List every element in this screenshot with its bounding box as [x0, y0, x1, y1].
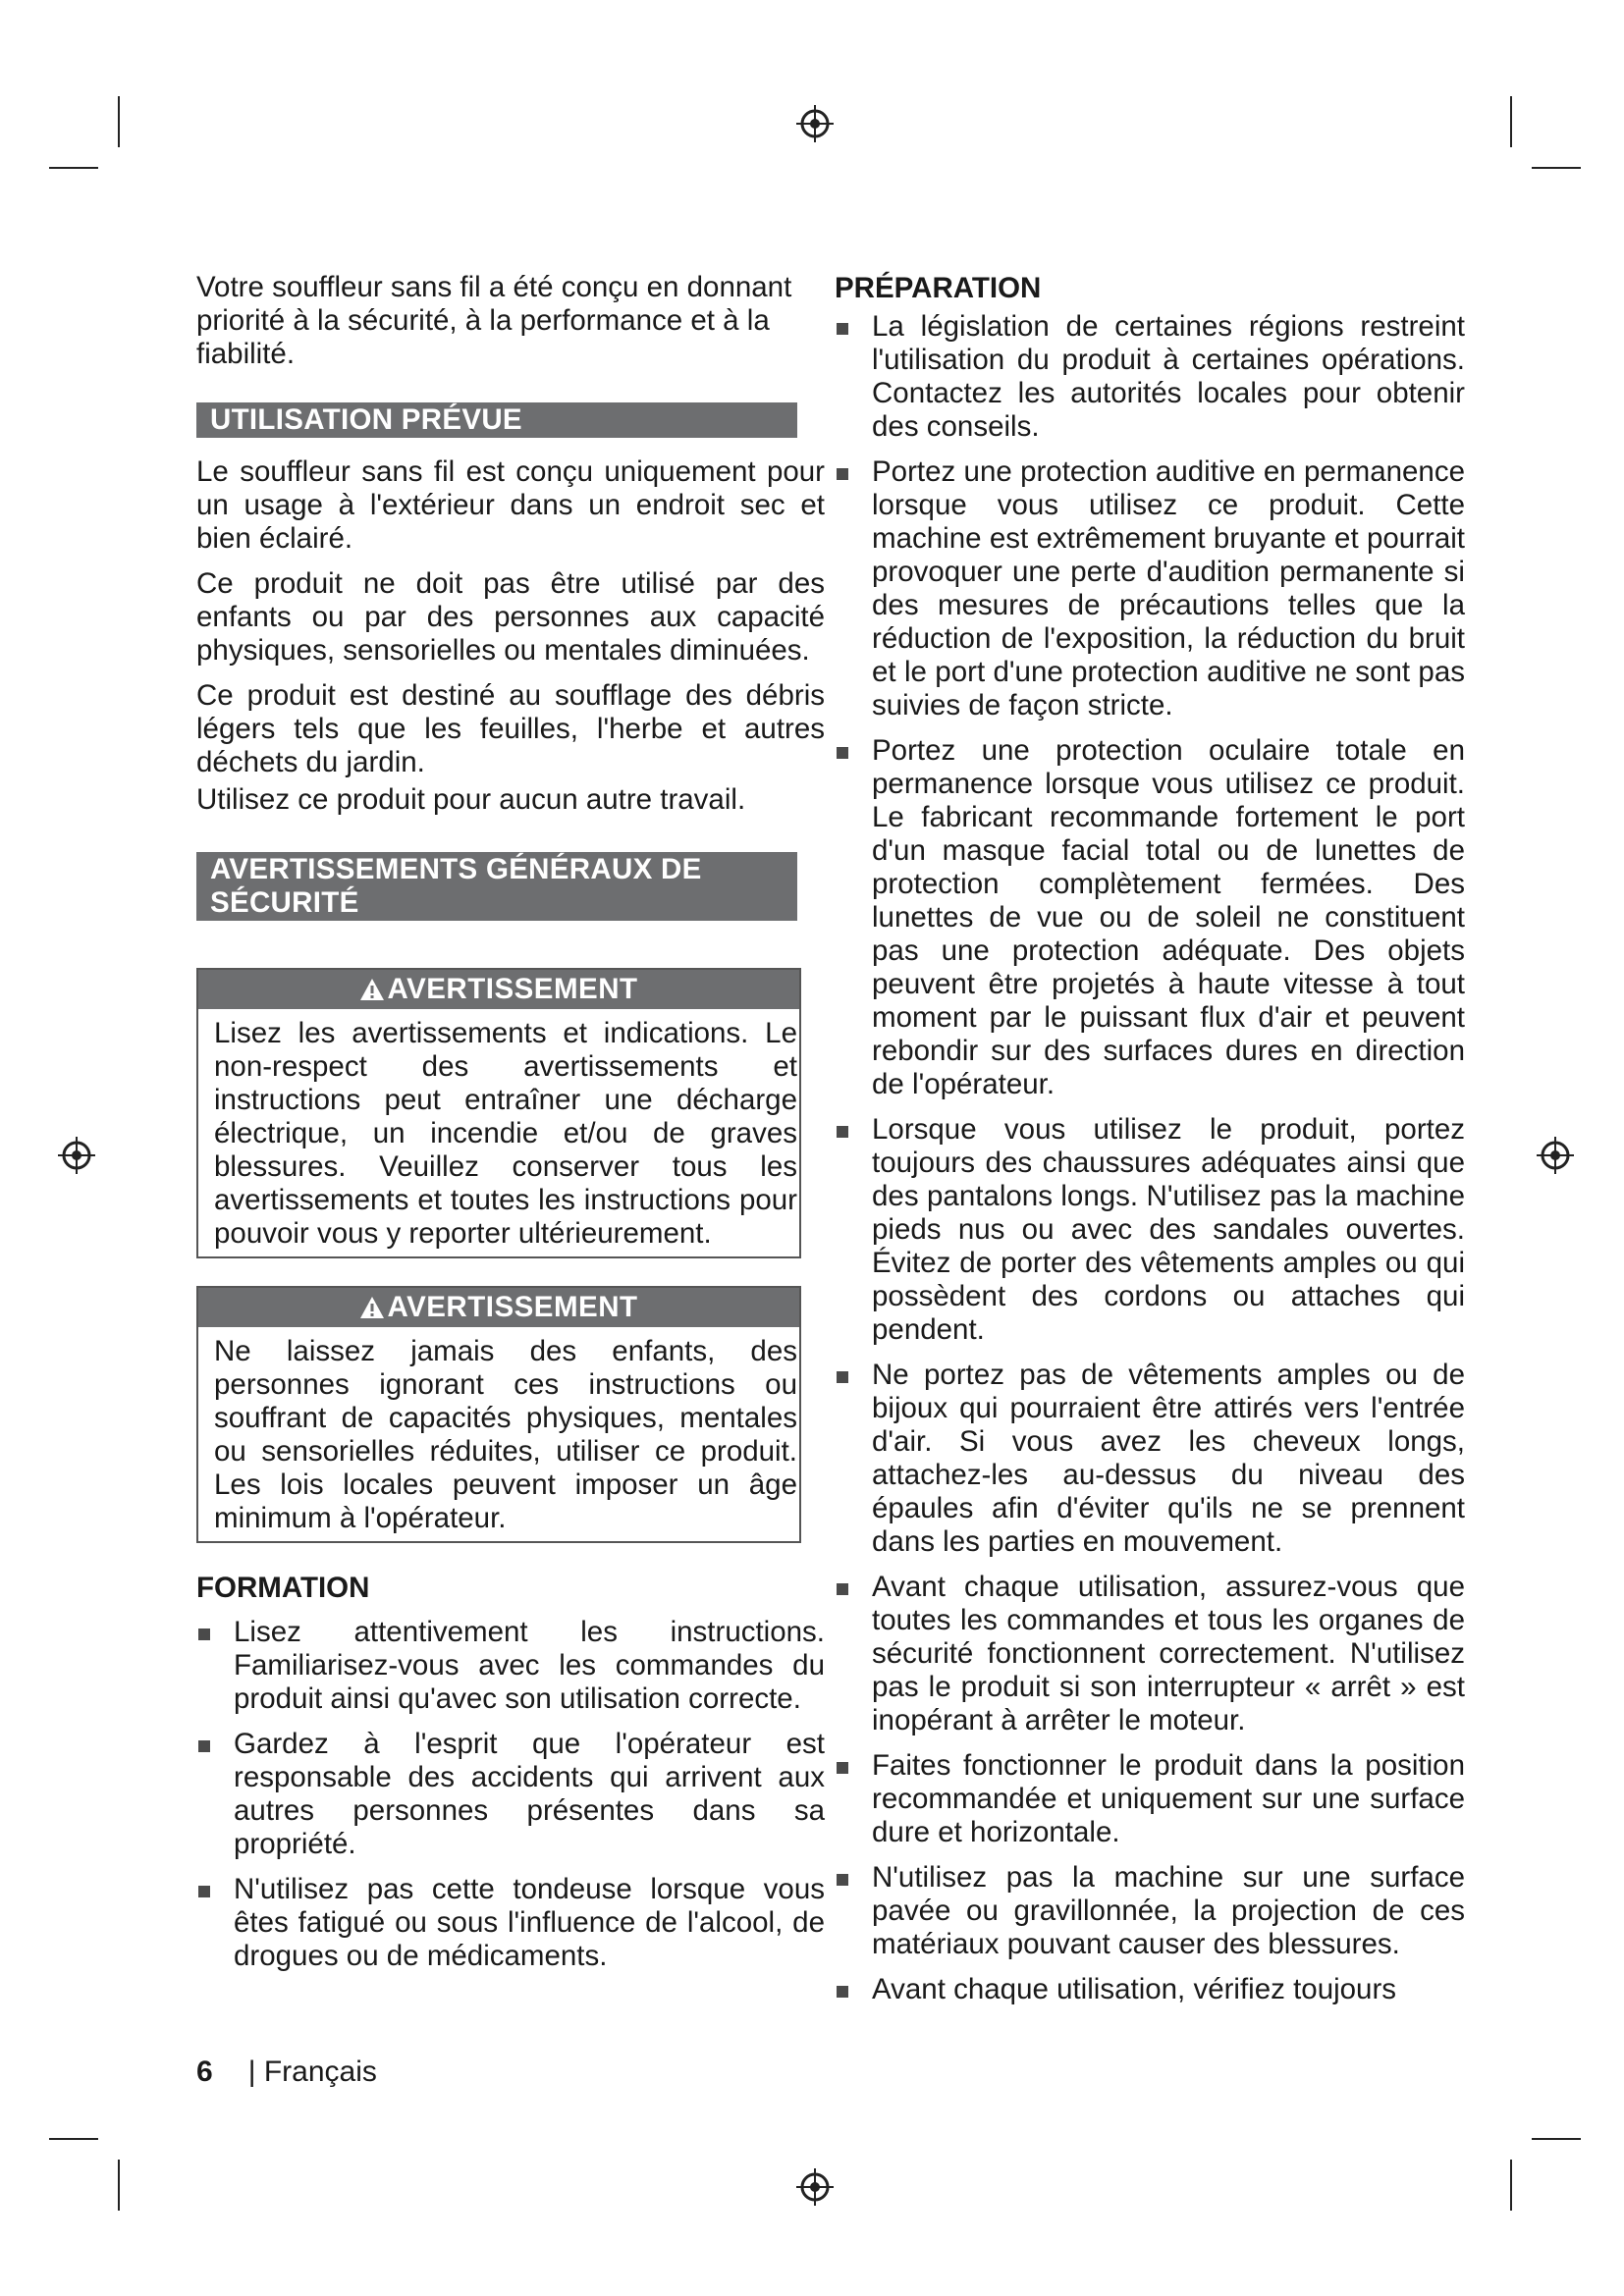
bullet-square-icon [837, 1371, 848, 1383]
bullet-square-icon [837, 468, 848, 480]
section-title-avertissements: AVERTISSEMENTS GÉNÉRAUX DE SÉCURITÉ [196, 852, 797, 921]
paragraph: Ce produit est destiné au soufflage des débris légers tels que les feuilles, l'herbe et autres déchets du jardin. [196, 679, 825, 778]
warning-text: Ne laissez jamais des enfants, des personnes ignorant ces instructions ou souffrant de capacités physiques, mentales ou sensorielles réduites, utiliser ce produit. Les lois locales peuvent imposer un âge minimum à l'opérateur. [214, 1335, 797, 1534]
registration-mark-icon [55, 1134, 98, 1177]
list-item: Ne portez pas de vêtements amples ou de bijoux qui pourraient être attirés vers l'entrée d'air. Si vous avez les cheveux longs, attachez-les au-dessus du niveau des épaules afin d'éviter qu'ils ne se prennent dans les parties en mouvement. [835, 1359, 1465, 1559]
list-item: Gardez à l'esprit que l'opérateur est responsable des accidents qui arrivent aux autres personnes présentes dans sa propriété. [196, 1728, 825, 1861]
footer-separator: | [247, 2056, 256, 2088]
warning-triangle-icon [359, 1296, 385, 1319]
bullet-square-icon [837, 1762, 848, 1774]
bullet-square-icon [837, 1126, 848, 1138]
section-title-utilisation: UTILISATION PRÉVUE [196, 402, 797, 438]
preparation-list [835, 310, 1465, 2006]
paragraph: Le souffleur sans fil est conçu uniquement pour un usage à l'extérieur dans un endroit sec et bien éclairé. [196, 455, 825, 555]
page-footer [196, 2056, 377, 2089]
formation-list [196, 1616, 825, 1973]
subsection-title-preparation: PRÉPARATION [835, 272, 1042, 304]
list-item: N'utilisez pas la machine sur une surface pavée ou gravillonnée, la projection de ces matériaux pouvant causer des blessures. [835, 1861, 1465, 1961]
registration-mark-icon [793, 102, 837, 145]
paragraph: Ce produit ne doit pas être utilisé par des enfants ou par des personnes aux capacité physiques, sensorielles ou mentales diminuées. [196, 567, 825, 667]
list-item: Lorsque vous utilisez le produit, portez toujours des chaussures adéquates ainsi que des pantalons longs. N'utilisez pas la machine pieds nus ou avec des sandales ouvertes. Évitez de porter des vêtements amples ou qui possèdent des cordons ou attaches qui pendent. [835, 1113, 1465, 1347]
list-item: La législation de certaines régions restreint l'utilisation du produit à certaines opérations. Contactez les autorités locales pour obtenir des conseils. [835, 310, 1465, 444]
intro-paragraph: Votre souffleur sans fil a été conçu en donnant priorité à la sécurité, à la performance et à la fiabilité. [196, 271, 792, 370]
bullet-square-icon [198, 1629, 210, 1640]
paragraph: Utilisez ce produit pour aucun autre travail. [196, 783, 746, 816]
bullet-square-icon [198, 1740, 210, 1752]
crop-mark [118, 96, 120, 147]
warning-header [198, 970, 799, 1009]
list-item: Portez une protection oculaire totale en permanence lorsque vous utilisez ce produit. Le fabricant recommande fortement le port d'un masque facial total ou de lunettes de protection complètement fermées. Des lunettes de vue ou de soleil ne constituent pas une protection adéquate. Des objets peuvent être projetés à haute vitesse à tout moment par le puissant flux d'air et peuvent rebondir sur des surfaces dures en direction de l'opérateur. [835, 734, 1465, 1101]
list-item: Faites fonctionner le produit dans la position recommandée et uniquement sur une surface dure et horizontale. [835, 1749, 1465, 1849]
warning-box [196, 1286, 801, 1543]
bullet-square-icon [837, 1986, 848, 1998]
crop-mark [1532, 167, 1581, 169]
list-item: Avant chaque utilisation, assurez-vous que toutes les commandes et tous les organes de sécurité fonctionnent correctement. N'utilisez pas le produit si son interrupteur « arrêt » est inopérant à arrêter le moteur. [835, 1571, 1465, 1737]
registration-mark-icon [793, 2165, 837, 2209]
bullet-square-icon [837, 747, 848, 759]
crop-mark [49, 2138, 98, 2140]
crop-mark [49, 167, 98, 169]
right-column [835, 271, 1465, 2018]
bullet-square-icon [837, 1874, 848, 1886]
page-number: 6 [196, 2056, 213, 2088]
bullet-square-icon [198, 1886, 210, 1897]
warning-triangle-icon [359, 978, 385, 1001]
footer-language: Français [263, 2056, 377, 2088]
list-item: Portez une protection auditive en permanence lorsque vous utilisez ce produit. Cette machine est extrêmement bruyante et pourrait provoquer une perte d'audition permanente si des mesures de précautions telles que la réduction de l'exposition, la réduction du bruit et le port d'une protection auditive ne sont pas suivies de façon stricte. [835, 455, 1465, 722]
subsection-title-formation: FORMATION [196, 1572, 370, 1604]
registration-mark-icon [1534, 1134, 1577, 1177]
bullet-square-icon [837, 323, 848, 335]
list-item: N'utilisez pas cette tondeuse lorsque vous êtes fatigué ou sous l'influence de l'alcool, de drogues ou de médicaments. [196, 1873, 825, 1973]
list-item: Lisez attentivement les instructions. Familiarisez-vous avec les commandes du produit ainsi qu'avec son utilisation correcte. [196, 1616, 825, 1716]
warning-header [198, 1288, 799, 1327]
warning-text: Lisez les avertissements et indications. Le non-respect des avertissements et instructions peut entraîner une décharge électrique, un incendie et/ou de graves blessures. Veuillez conserver tous les avertissements et toutes les instructions pour pouvoir vous y reporter ultérieurement. [214, 1017, 797, 1250]
left-column [196, 271, 825, 1985]
warning-box [196, 968, 801, 1258]
crop-mark [1510, 96, 1512, 147]
crop-mark [118, 2160, 120, 2211]
list-item: Avant chaque utilisation, vérifiez toujours [835, 1973, 1465, 2006]
bullet-square-icon [837, 1583, 848, 1595]
crop-mark [1510, 2160, 1512, 2211]
warning-label: AVERTISSEMENT [387, 973, 638, 1005]
warning-label: AVERTISSEMENT [387, 1291, 638, 1323]
crop-mark [1532, 2138, 1581, 2140]
